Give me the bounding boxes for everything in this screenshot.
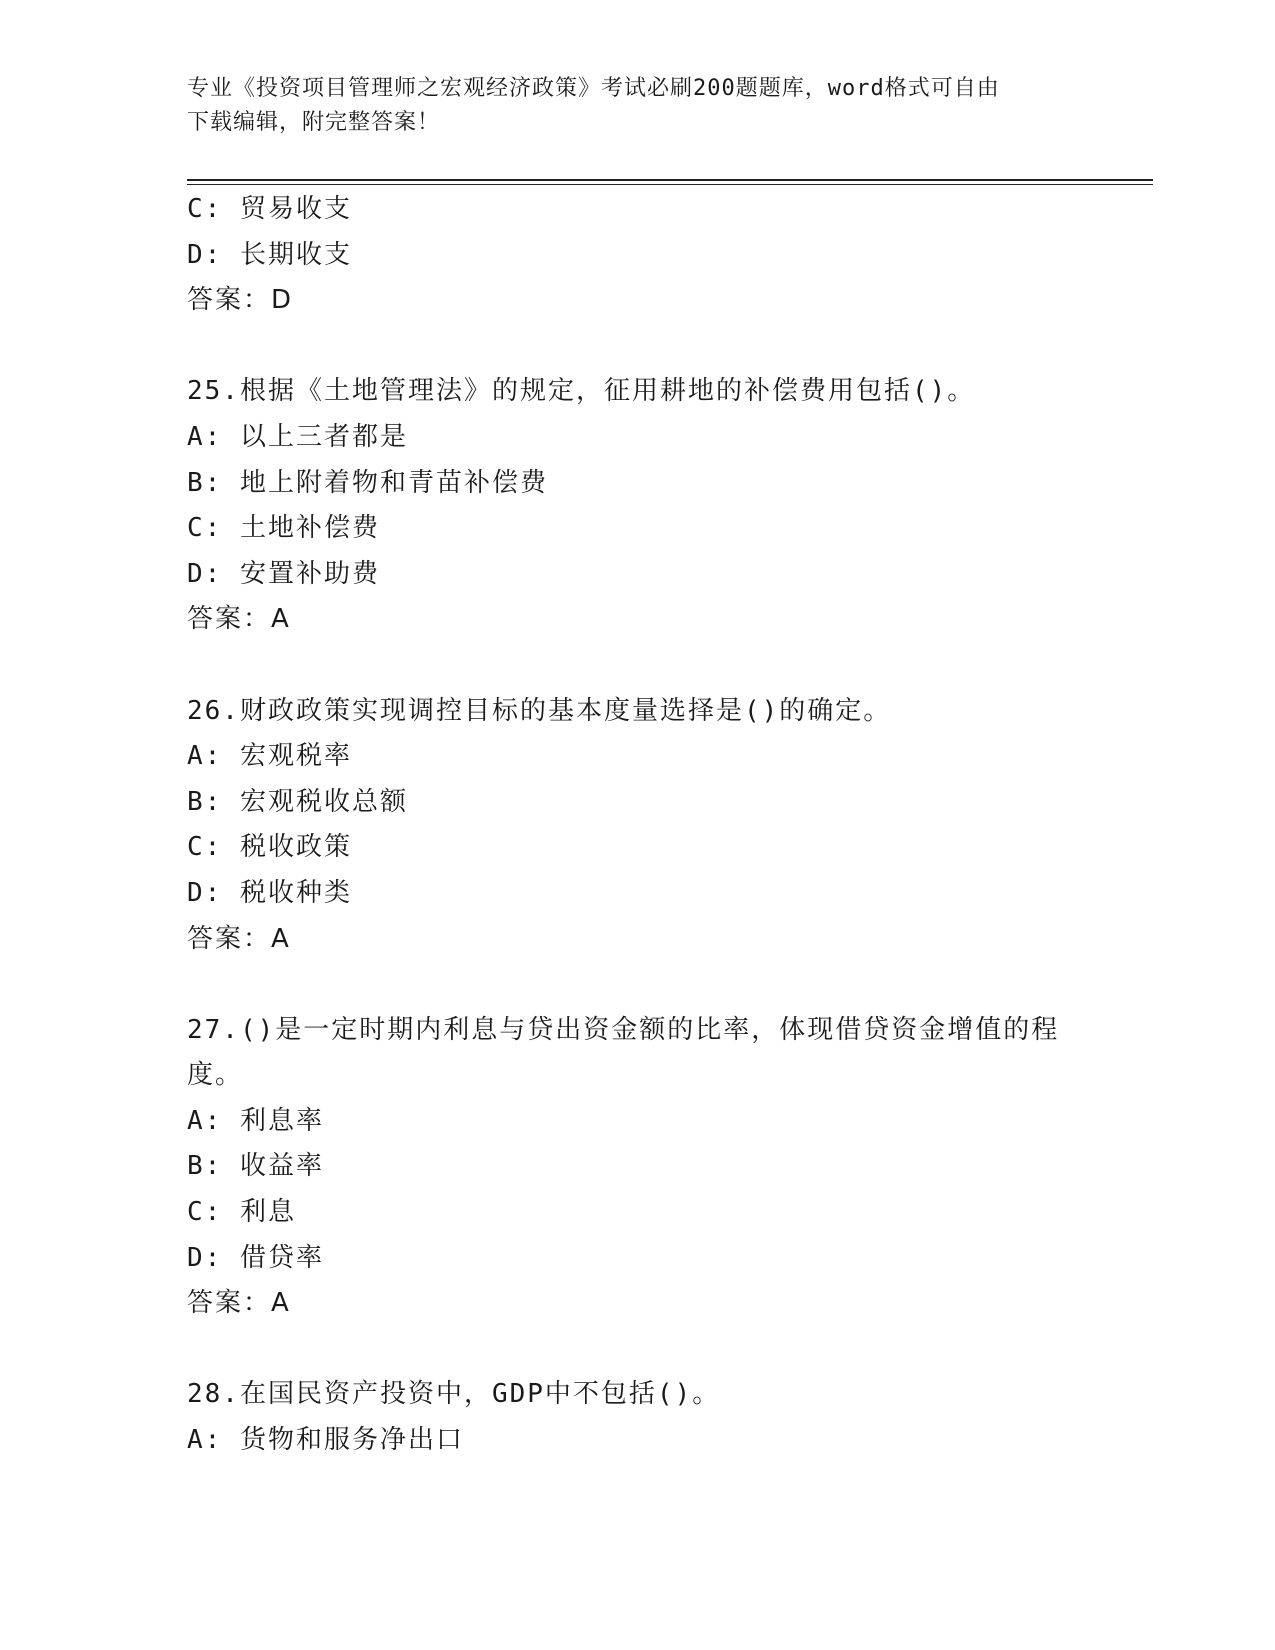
answer-line: 答案：A bbox=[187, 1288, 291, 1319]
question-text: 25.根据《土地管理法》的规定，征用耕地的补偿费用包括()。 bbox=[187, 376, 976, 407]
document-header bbox=[187, 72, 1067, 140]
question-text: 27.()是一定时期内利息与贷出资金额的比率，体现借贷资金增值的程 bbox=[187, 1014, 1060, 1045]
header-line-1: 专业《投资项目管理师之宏观经济政策》考试必刷200题题库，word格式可自由 bbox=[187, 76, 1000, 101]
block-gap bbox=[187, 1327, 1087, 1373]
option-line: A: 以上三者都是 bbox=[187, 421, 408, 452]
question-text: 26.财政政策实现调控目标的基本度量选择是()的确定。 bbox=[187, 695, 892, 726]
answer-line: 答案：A bbox=[187, 604, 291, 635]
block-gap bbox=[187, 643, 1087, 689]
question-block bbox=[187, 369, 1087, 643]
question-text: 28.在国民资产投资中，GDP中不包括()。 bbox=[187, 1379, 721, 1410]
option-line: 度。 bbox=[187, 1060, 244, 1091]
block-gap bbox=[187, 962, 1087, 1008]
option-line: C: 税收政策 bbox=[187, 832, 352, 863]
option-line: D: 安置补助费 bbox=[187, 558, 380, 589]
option-line: D: 借贷率 bbox=[187, 1242, 324, 1273]
answer-line: 答案：A bbox=[187, 923, 291, 954]
block-gap bbox=[187, 324, 1087, 370]
option-line: D: 税收种类 bbox=[187, 877, 352, 908]
header-rule-thin bbox=[187, 184, 1153, 185]
question-block bbox=[187, 689, 1087, 963]
header-line-2: 下载编辑，附完整答案！ bbox=[187, 110, 441, 135]
option-line: C: 利息 bbox=[187, 1197, 296, 1228]
question-block bbox=[187, 1008, 1087, 1327]
option-line: A: 利息率 bbox=[187, 1105, 324, 1136]
option-line: B: 收益率 bbox=[187, 1151, 324, 1182]
header-rule-thick bbox=[187, 179, 1153, 181]
answer-line: 答案：D bbox=[187, 285, 294, 316]
option-line: D: 长期收支 bbox=[187, 239, 352, 270]
question-list bbox=[187, 187, 1087, 1464]
option-line: A: 货物和服务净出口 bbox=[187, 1425, 464, 1456]
option-line: C: 贸易收支 bbox=[187, 194, 352, 224]
question-block bbox=[187, 187, 1087, 324]
option-line: B: 宏观税收总额 bbox=[187, 786, 408, 817]
question-block bbox=[187, 1372, 1087, 1463]
option-line: B: 地上附着物和青苗补偿费 bbox=[187, 467, 548, 498]
option-line: C: 土地补偿费 bbox=[187, 513, 380, 544]
option-line: A: 宏观税率 bbox=[187, 741, 352, 772]
